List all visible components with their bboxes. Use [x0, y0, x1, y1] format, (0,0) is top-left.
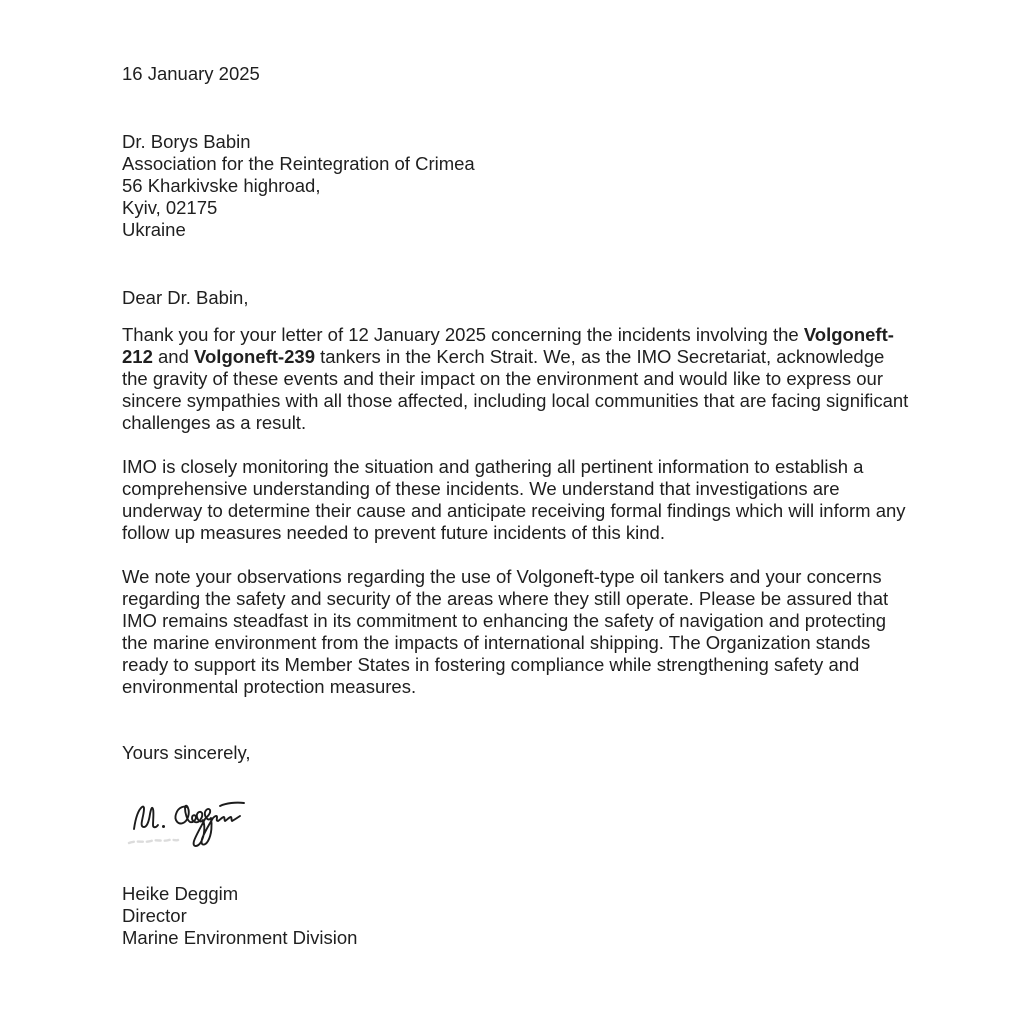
- recipient-city: Kyiv, 02175: [122, 197, 218, 218]
- signer-block: [122, 883, 357, 949]
- body-paragraph: We note your observations regarding the use of Volgoneft-type oil tankers and your concerns regarding the safety and security of the areas where they still operate. Please be assured that IMO remains steadfast in its commitment to enhancing the safety of navigation and protecting the marine environment from the impacts of international shipping. The Organization stands ready to support its Member States in fostering compliance while strengthening safety and environmental protection measures.: [122, 566, 889, 697]
- recipient-country: Ukraine: [122, 219, 186, 240]
- closing: Yours sincerely,: [122, 742, 251, 763]
- ship-name-bold: Volgoneft-239: [194, 346, 315, 367]
- recipient-address-block: [122, 131, 475, 241]
- salutation: Dear Dr. Babin,: [122, 287, 249, 308]
- signature-image: [123, 780, 265, 852]
- body-paragraph: Thank you for your letter of 12 January 2025 concerning the incidents involving the Volgoneft-212 and Volgoneft-239 tankers in the Kerch Strait. We, as the IMO Secretariat, acknowledge the gravity of these events and their impact on the environment and would like to express our sincere sympathies with all those affected, including local communities that are facing significant challenges as a result.: [122, 324, 909, 433]
- handwritten-signature: [123, 780, 265, 852]
- recipient-street: 56 Kharkivske highroad,: [122, 175, 321, 196]
- date-line: 16 January 2025: [122, 63, 260, 84]
- signature-initial-stroke: [134, 807, 158, 829]
- signer-division: Marine Environment Division: [122, 927, 358, 948]
- signer-title: Director: [122, 905, 187, 926]
- signature-surname-stroke: [175, 806, 240, 846]
- body-paragraph: IMO is closely monitoring the situation and gathering all pertinent information to establish a comprehensive understanding of these incidents. We understand that investigations are underway to determine their cause and anticipate receiving formal findings which will inform any follow up measures needed to prevent future incidents of this kind.: [122, 456, 906, 543]
- signature-overbar-stroke: [220, 803, 244, 806]
- recipient-organization: Association for the Reintegration of Crimea: [122, 153, 475, 174]
- recipient-name: Dr. Borys Babin: [122, 131, 251, 152]
- ship-name-bold: Volgoneft-212: [122, 324, 894, 367]
- signature-period-dot: [162, 825, 165, 828]
- signature-scan-smudge: [129, 840, 178, 843]
- signer-name: Heike Deggim: [122, 883, 239, 904]
- letter-body: [122, 324, 914, 720]
